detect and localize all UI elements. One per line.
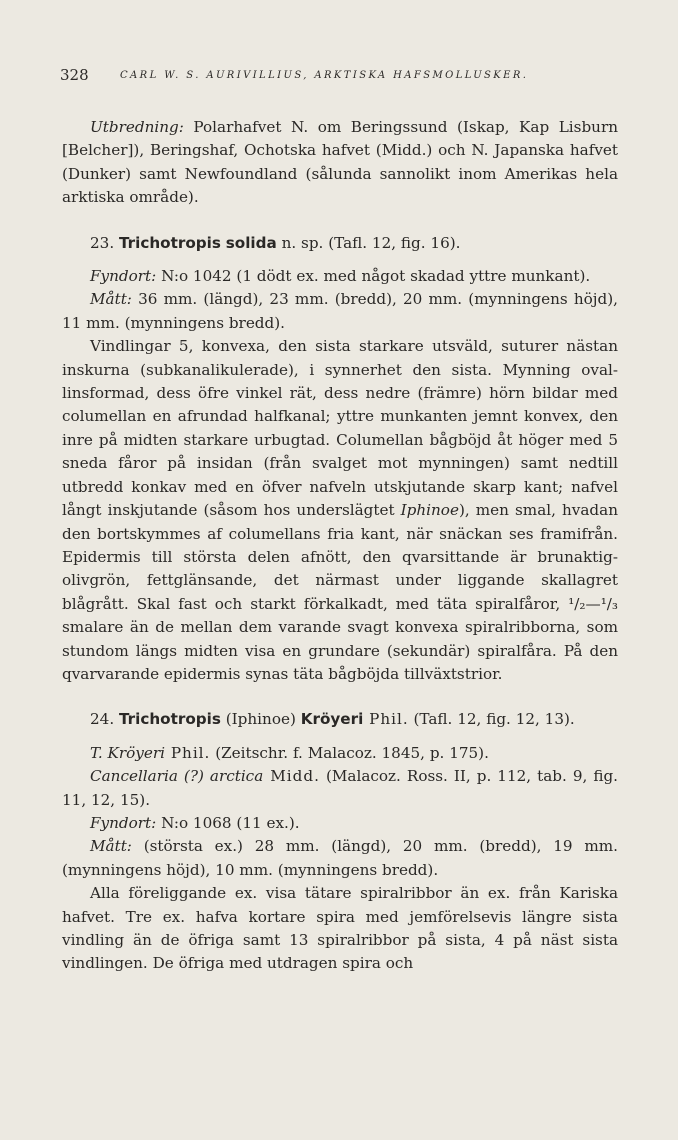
- species-24-subgenus: (Iphinoe): [220, 710, 301, 729]
- species-23-number: 23.: [90, 233, 115, 252]
- synonym-1-name: T. Kröyeri: [90, 743, 165, 762]
- species-23-genus: Trichotropis: [118, 233, 221, 252]
- species-24-remarks-text: Alla föreliggande ex. visa tätare spiralribbor än ex. från Kariska hafvet. Tre ex. hafva kortare spira med jemförelsevis längre sista vindling än de öfriga samt 13 spiralribbor på sista, 4 på näst sista vindlingen. De öfriga med utdragen spira och: [62, 884, 618, 973]
- distribution-label: Utbredning:: [90, 118, 184, 136]
- species-24-rest: (Tafl. 12, fig. 12, 13).: [408, 710, 575, 729]
- species-24-measurements-label: Mått:: [90, 837, 132, 856]
- species-24-locality: [62, 812, 618, 835]
- species-23-desc-a: Vindlingar 5, konvexa, den sista starkare utsväld, suturer nästan inskurna (subkanalikulerade), i synnerhet den sista. Mynning oval-linsformad, dess öfre vinkel rät, dess nedre (främre) hörn bildar med columellan en afrundad halfkanal; yttre munkanten jemnt konvex, den inre på midten starkare urbugtad. Columellan bågböjd åt höger med 5 sneda fåror på insidan (från svalget mot mynningen) samt nedtill utbredd konkav med en öfver nafveln utskjutande skarp kant; nafvel långt inskjutande (såsom hos underslägtet: [62, 337, 618, 520]
- species-24-genus: Trichotropis: [118, 710, 221, 729]
- species-24-measurements-text: (största ex.) 28 mm. (längd), 20 mm. (bredd), 19 mm. (mynningens höjd), 10 mm. (mynningens bredd).: [62, 837, 618, 879]
- species-23-locality: [62, 265, 618, 288]
- page-header: [60, 66, 618, 92]
- species-24-locality-label: Fyndort:: [90, 813, 157, 832]
- species-24-measurements: [62, 835, 618, 882]
- species-23-locality-label: Fyndort:: [90, 267, 157, 286]
- species-23-desc-c: smalare än de mellan dem varande svagt konvexa spiralribborna, som stundom längs midten visa en grundare (sekundär) spiralfåra. På den qvarvarande epidermis synas täta bågböjda tillväxtstrior.: [62, 618, 618, 683]
- species-23-fraction: ¹/₂—¹/₃: [568, 594, 618, 613]
- species-23-locality-text: N:o 1042 (1 dödt ex. med något skadad yttre munkant).: [156, 267, 591, 286]
- species-23-desc-genus: Iphinoe: [400, 501, 459, 520]
- species-24-number: 24.: [90, 710, 115, 729]
- distribution-paragraph: [62, 116, 618, 210]
- species-24-heading: [62, 708, 618, 731]
- species-23-rest: n. sp. (Tafl. 12, fig. 16).: [276, 233, 461, 252]
- species-23-measurements: [62, 288, 618, 335]
- synonym-1-reference: (Zeitschr. f. Malacoz. 1845, p. 175).: [210, 743, 489, 762]
- page-number: 328: [60, 66, 89, 84]
- synonym-2-reference: (Malacoz. Ross. II, p. 112, tab. 9, fig. 11, 12, 15).: [62, 767, 619, 809]
- species-23-measurements-text: 36 mm. (längd), 23 mm. (bredd), 20 mm. (mynningens höjd), 11 mm. (mynningens bredd).: [62, 290, 618, 332]
- synonym-2: [62, 765, 618, 812]
- synonym-1: [62, 742, 618, 765]
- species-23-measurements-label: Mått:: [90, 290, 132, 309]
- page-body: [62, 116, 618, 976]
- species-24-locality-text: N:o 1068 (11 ex.).: [156, 813, 300, 832]
- synonym-1-author: Phil.: [165, 743, 211, 762]
- species-24-species: Kröyeri: [300, 710, 364, 729]
- species-23-description: [62, 335, 618, 686]
- synonym-2-author: Midd.: [263, 767, 320, 786]
- species-24-remarks: [62, 882, 618, 976]
- species-23-desc-b: ), men smal, hvadan den bortskymmes af columellans fria kant, när snäckan ses framifrån. Epidermis till största delen afnött, den qvarsittande är brunaktig-olivgrön, fettglänsande, det närmast under liggande skallagret blågrått. Skal fast och starkt förkalkadt, med täta spiralfåror,: [62, 501, 618, 613]
- synonym-2-name: Cancellaria (?) arctica: [90, 767, 264, 786]
- species-23-species: solida: [225, 233, 277, 252]
- running-title: CARL W. S. AURIVILLIUS, ARKTISKA HAFSMOLLUSKER.: [120, 70, 529, 81]
- species-24-author: Phil.: [363, 710, 409, 729]
- distribution-text: Polarhafvet N. om Beringssund (Iskap, Kap Lisburn [Belcher]), Beringshaf, Ochotska hafvet (Midd.) och N. Japanska hafvet (Dunker) samt Newfoundland (sålunda sannolikt inom Amerikas hela arktiska område).: [62, 118, 618, 207]
- species-23-heading: [62, 232, 618, 255]
